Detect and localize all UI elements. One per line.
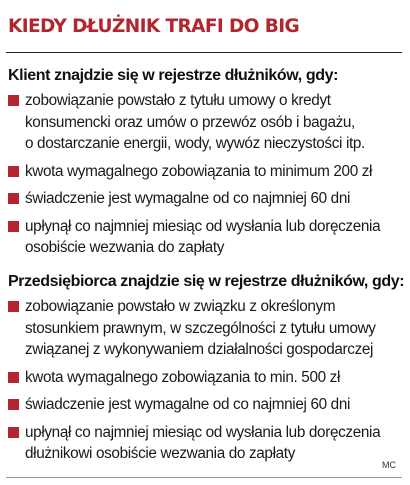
section-heading-client: Klient znajdzie się w rejestrze dłużników, gdy: [8,67,339,84]
author-credit: MC [382,460,396,470]
square-bullet-icon [8,301,19,312]
square-bullet-icon [8,193,19,204]
entrepreneur-conditions-list [8,296,404,465]
list-item [8,394,404,416]
list-item [8,216,404,259]
list-item [8,90,404,155]
list-item-text: kwota wymagalnego zobowiązania to min. 500 zł [25,368,341,386]
square-bullet-icon [8,399,19,410]
bottom-divider [6,477,402,478]
section-heading-entrepreneur: Przedsiębiorca znajdzie się w rejestrze dłużników, gdy: [8,273,405,290]
list-item [8,422,404,465]
list-item-text: upłynął co najmniej miesiąc od wysłania lub doręczenia dłużnikowi osobiście wezwania do zapłaty [25,423,381,462]
square-bullet-icon [8,221,19,232]
client-conditions-list [8,90,404,259]
square-bullet-icon [8,95,19,106]
title-divider [6,52,402,53]
square-bullet-icon [8,166,19,177]
list-item [8,296,404,361]
list-item-text: zobowiązanie powstało z tytułu umowy o kredyt konsumencki oraz umów o przewóz osób i bagażu, o dostarczanie energii, wody, wywóz nieczystości itp. [25,92,365,152]
list-item [8,367,404,389]
list-item [8,161,404,183]
square-bullet-icon [8,372,19,383]
list-item-text: świadczenie jest wymagalne od co najmniej 60 dni [25,190,351,207]
list-item [8,188,404,210]
list-item-text: zobowiązanie powstało w związku z określonym stosunkiem prawnym, w szczególności z tytułu umowy związanej z wykonywaniem działalności gospodarczej [25,298,376,358]
page-title: KIEDY DŁUŻNIK TRAFI DO BIG [8,16,300,37]
list-item-text: świadczenie jest wymagalne od co najmniej 60 dni [25,396,351,413]
list-item-text: upłynął co najmniej miesiąc od wysłania lub doręczenia osobiście wezwania do zapłaty [25,217,381,256]
square-bullet-icon [8,427,19,438]
list-item-text: kwota wymagalnego zobowiązania to minimum 200 zł [25,162,373,180]
